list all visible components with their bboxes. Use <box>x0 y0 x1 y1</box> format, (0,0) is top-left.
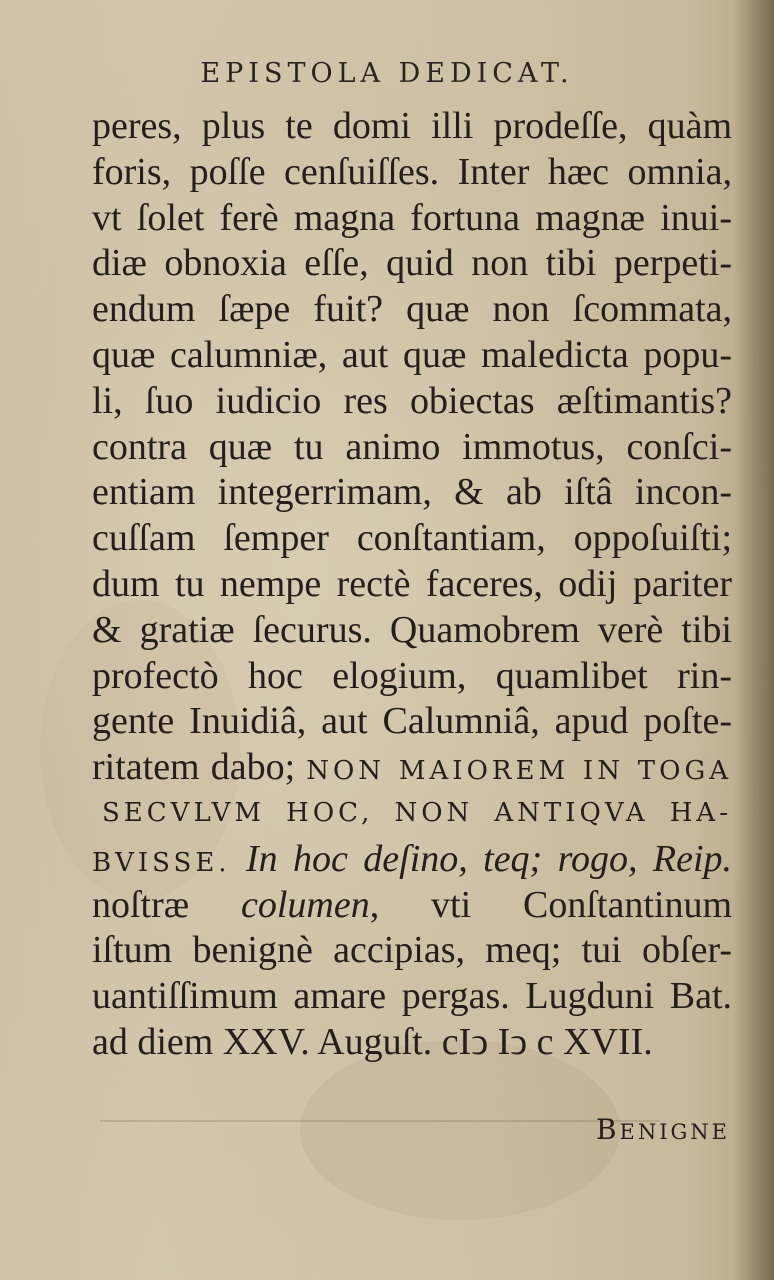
text-segment: ritatem dabo; <box>92 746 296 789</box>
text-line: peres, plus te domi illi prodeſſe, quàm <box>92 105 732 147</box>
body-text <box>92 104 732 1066</box>
paper-stain <box>300 1040 620 1220</box>
text-line: cuſſam ſemper conſtantiam, oppoſuiſti; <box>92 517 732 560</box>
text-segment: , vti Conſtantinum <box>369 883 732 926</box>
show-through-mark <box>100 1120 660 1122</box>
text-line: dum tu nempe rectè faceres, odij pariter <box>92 562 732 605</box>
text-line <box>92 745 732 791</box>
catchword-initial: B <box>595 1113 620 1146</box>
emphasis-caps: BVISSE. <box>92 847 231 878</box>
text-line: gente Inuidiâ, aut Calumniâ, apud poſte- <box>92 700 732 743</box>
text-line: & gratiæ ſecurus. Quamobrem verè tibi <box>92 608 732 651</box>
emphasis-caps: NON MAIOREM IN TOGA <box>306 756 733 787</box>
text-segment: In hoc deſino, teq; rogo, Reip. <box>245 837 733 880</box>
running-title: EPISTOLA DEDICAT. <box>200 58 574 89</box>
text-segment: noſtræ <box>92 883 190 926</box>
text-line: quæ calumniæ, aut quæ maledicta popu- <box>92 333 732 376</box>
text-line: profectò hoc elogium, quamlibet rin- <box>92 654 732 697</box>
text-line: endum ſæpe fuit? quæ non ſcommata, <box>92 288 732 331</box>
text-line: diæ obnoxia eſſe, quid non tibi perpeti- <box>92 242 732 285</box>
emphasis-caps-line: SECVLVM HOC, NON ANTIQVA HA- <box>102 797 732 828</box>
text-line <box>92 837 732 883</box>
page-gutter-shadow <box>734 0 774 1280</box>
catchword-rest: ENIGNE <box>619 1120 730 1144</box>
text-line: uantiſſimum amare pergas. Lugduni Bat. <box>92 975 732 1018</box>
text-line: li, ſuo iudicio res obiectas æſtimantis? <box>92 379 732 422</box>
text-line: vt ſolet ferè magna fortuna magnæ inui- <box>92 196 732 239</box>
text-line: entiam integerrimam, & ab iſtâ incon- <box>92 471 732 514</box>
text-line: iſtum benignè accipias, meq; tui obſer- <box>92 929 732 972</box>
text-line: contra quæ tu animo immotus, conſci- <box>92 425 732 468</box>
text-line: foris, poſſe cenſuiſſes. Inter hæc omnia, <box>92 150 732 193</box>
catchword <box>596 1113 730 1146</box>
text-line <box>92 883 732 929</box>
date-line: ad diem XXV. Auguſt. cIↄ Iↄ c XVII. <box>92 1020 653 1063</box>
italic-word: columen <box>240 883 370 926</box>
